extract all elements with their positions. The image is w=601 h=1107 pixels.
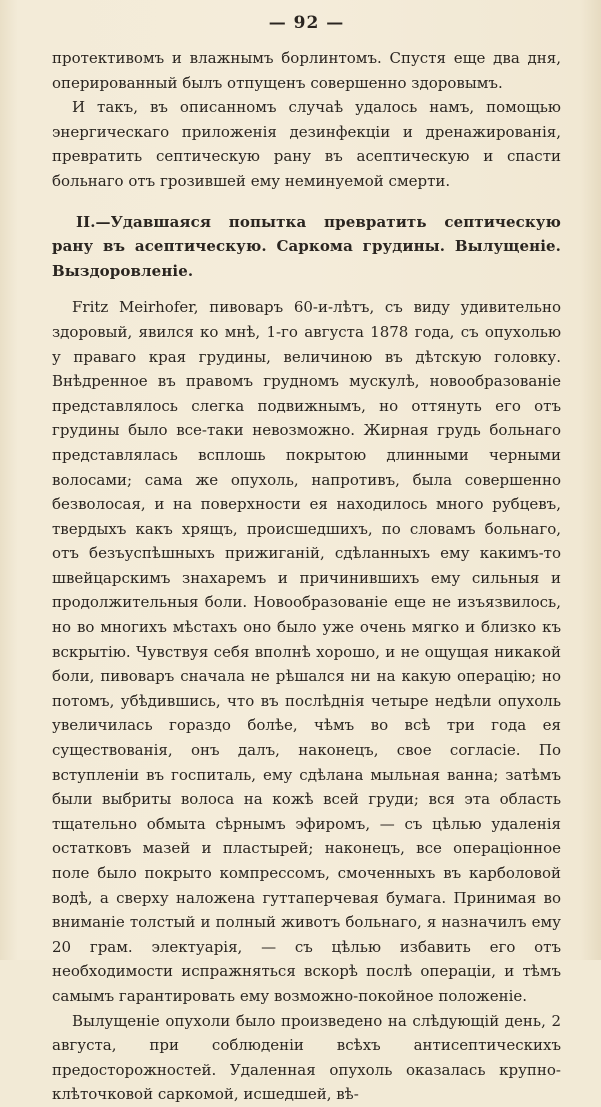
- intro-text: [52, 46, 561, 194]
- section-text: [52, 295, 561, 1107]
- paragraph-operation: Вылущеніе опухоли было произведено на слѣдующій день, 2 августа, при соблюденіи всѣхъ антисептическихъ предосторожностей. Удаленная опухоль оказалась крупно-клѣточковой саркомой, исшедшей, вѣ-: [52, 1011, 561, 1104]
- section-heading: II.—Удавшаяся попытка превратить септическую рану въ асептическую. Саркома грудины. Вылущеніе. Выздоровленіе.: [52, 212, 561, 280]
- paragraph-continuation: протективомъ и влажнымъ борлинтомъ. Спустя еще два дня, оперированный былъ отпущенъ совершенно здоровымъ.: [52, 49, 561, 92]
- paragraph-case-description: Fritz Meirhofer, пивоваръ 60-и-лѣтъ, съ виду удивительно здоровый, явился ко мнѣ, 1-го августа 1878 года, съ опухолью у праваго края грудины, величиною въ дѣтскую головку. Внѣдренное въ правомъ грудномъ мускулѣ, новообразованіе представлялось слегка подвижнымъ, но оттянуть его отъ грудины было все-таки невозможно. Жирная грудь больнаго представлялась всплошь покрытою длинными черными волосами; сама же опухоль, напротивъ, была совершенно безволосая, и на поверхности ея находилось много рубцевъ, твердыхъ какъ хрящъ, происшедшихъ, по словамъ больнаго, отъ безъуспѣшныхъ прижиганій, сдѣланныхъ ему какимъ-то швейцарскимъ знахаремъ и причинившихъ ему сильныя и продолжительныя боли. Новообразованіе еще не изъязвилось, но во многихъ мѣстахъ оно было уже очень мягко и близко къ вскрытію. Чувствуя себя вполнѣ хорошо, и не ощущая никакой боли, пивоваръ сначала не рѣшался ни на какую операцію; но потомъ, убѣдившись, что въ послѣднія четыре недѣли опухоль увеличилась гораздо болѣе, чѣмъ во всѣ три года ея существованія, онъ далъ, наконецъ, свое согласіе. По вступленіи въ госпиталь, ему сдѣлана мыльная ванна; затѣмъ были выбриты волоса на кожѣ всей груди; вся эта область тщательно обмыта сѣрнымъ эфиромъ, — съ цѣлью удаленія остатковъ мазей и пластырей; наконецъ, все операціонное поле было покрыто компрессомъ, смоченныхъ въ карболовой водѣ, а сверху наложена гуттаперчевая бумага. Принимая во вниманіе толстый и полный животъ больнаго, я назначилъ ему 20 грам. электуарія, — съ цѣлью избавить его отъ необходимости испражняться вскорѣ послѣ операціи, и тѣмъ самымъ гарантировать ему возможно-покойное положеніе.: [52, 298, 561, 1005]
- paragraph-conclusion: И такъ, въ описанномъ случаѣ удалось намъ, помощью энергическаго приложенія дезинфекціи и дренажированія, превратить септическую рану въ асептическую и спасти больнаго отъ грозившей ему неминуемой смерти.: [52, 98, 561, 190]
- page-number: — 92 —: [268, 13, 345, 33]
